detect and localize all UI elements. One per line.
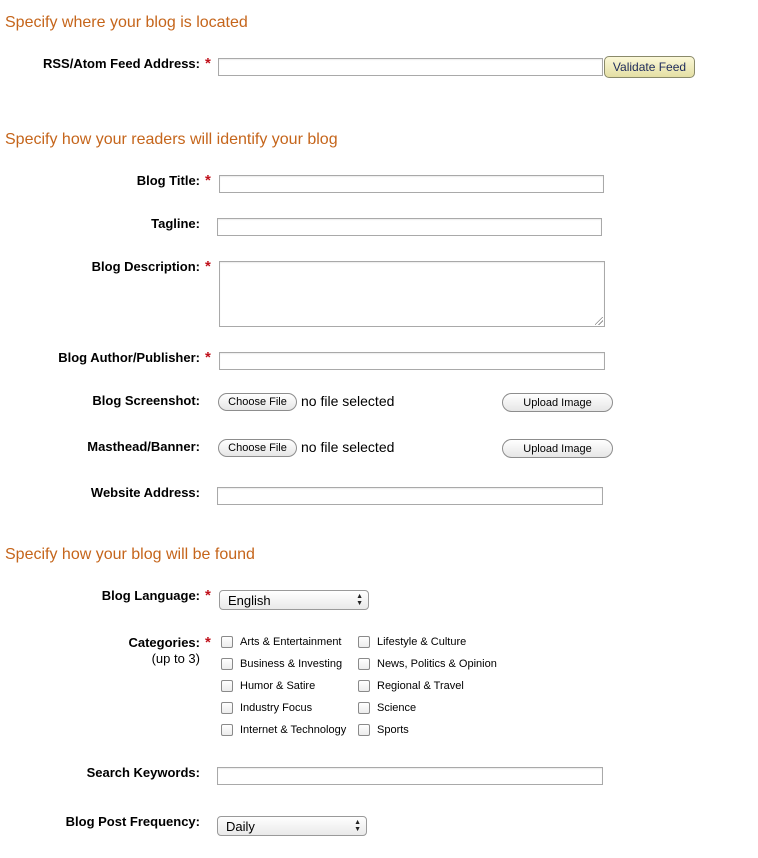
category-label: Sports xyxy=(377,724,409,736)
category-label: Industry Focus xyxy=(240,702,313,714)
category-label: Business & Investing xyxy=(240,658,343,670)
blog-screenshot-label: Blog Screenshot: xyxy=(92,393,200,408)
blog-title-label: Blog Title: xyxy=(136,173,200,188)
categories-label: Categories: xyxy=(128,635,200,650)
post-frequency-value: Daily xyxy=(226,818,255,834)
blog-title-input[interactable] xyxy=(219,175,604,193)
description-required-mark: * xyxy=(205,258,211,275)
blog-language-label: Blog Language: xyxy=(101,588,200,603)
category-checkbox[interactable] xyxy=(221,658,233,670)
feed-address-label: RSS/Atom Feed Address: xyxy=(43,56,200,71)
category-checkbox[interactable] xyxy=(358,702,370,714)
feed-address-input[interactable] xyxy=(218,58,603,76)
website-address-input[interactable] xyxy=(217,487,603,505)
language-required-mark: * xyxy=(205,587,211,604)
category-checkbox[interactable] xyxy=(221,724,233,736)
post-frequency-select[interactable] xyxy=(217,816,367,836)
masthead-banner-label: Masthead/Banner: xyxy=(87,439,200,454)
masthead-upload-image-button[interactable]: Upload Image xyxy=(502,439,613,458)
section-heading-location: Specify where your blog is located xyxy=(5,14,248,31)
blog-description-label: Blog Description: xyxy=(91,259,200,274)
masthead-choose-file-button[interactable]: Choose File xyxy=(218,439,297,457)
masthead-file-status: no file selected xyxy=(301,439,395,455)
tagline-input[interactable] xyxy=(217,218,602,236)
tagline-label: Tagline: xyxy=(151,216,200,231)
categories-required-mark: * xyxy=(205,634,211,651)
categories-hint: (up to 3) xyxy=(151,651,200,666)
category-label: Humor & Satire xyxy=(240,680,316,692)
section-heading-found: Specify how your blog will be found xyxy=(5,546,255,563)
category-checkbox[interactable] xyxy=(221,636,233,648)
category-label: Science xyxy=(377,702,417,714)
up-down-arrows-icon: ▲ ▼ xyxy=(354,819,361,833)
category-checkbox[interactable] xyxy=(358,724,370,736)
search-keywords-input[interactable] xyxy=(217,767,603,785)
category-label: Lifestyle & Culture xyxy=(377,636,467,648)
category-checkbox[interactable] xyxy=(221,702,233,714)
screenshot-choose-file-button[interactable]: Choose File xyxy=(218,393,297,411)
category-checkbox[interactable] xyxy=(358,680,370,692)
post-frequency-label: Blog Post Frequency: xyxy=(65,814,200,829)
category-label: Internet & Technology xyxy=(240,724,347,736)
blog-description-textarea[interactable] xyxy=(219,261,605,327)
blog-language-value: English xyxy=(228,592,271,608)
title-required-mark: * xyxy=(205,172,211,189)
blog-author-label: Blog Author/Publisher: xyxy=(58,350,200,365)
website-address-label: Website Address: xyxy=(90,485,200,500)
screenshot-upload-image-button[interactable]: Upload Image xyxy=(502,393,613,412)
up-down-arrows-icon: ▲ ▼ xyxy=(356,593,363,607)
category-checkbox[interactable] xyxy=(221,680,233,692)
validate-feed-button[interactable]: Validate Feed xyxy=(604,56,695,78)
blog-language-select[interactable] xyxy=(219,590,369,610)
category-checkbox[interactable] xyxy=(358,658,370,670)
blog-author-input[interactable] xyxy=(219,352,605,370)
category-checkbox[interactable] xyxy=(358,636,370,648)
category-label: News, Politics & Opinion xyxy=(377,658,497,670)
search-keywords-label: Search Keywords: xyxy=(86,765,200,780)
author-required-mark: * xyxy=(205,349,211,366)
section-heading-identify: Specify how your readers will identify your blog xyxy=(5,131,338,148)
category-label: Arts & Entertainment xyxy=(240,636,342,648)
category-label: Regional & Travel xyxy=(377,680,464,692)
feed-required-mark: * xyxy=(205,55,211,72)
screenshot-file-status: no file selected xyxy=(301,393,395,409)
